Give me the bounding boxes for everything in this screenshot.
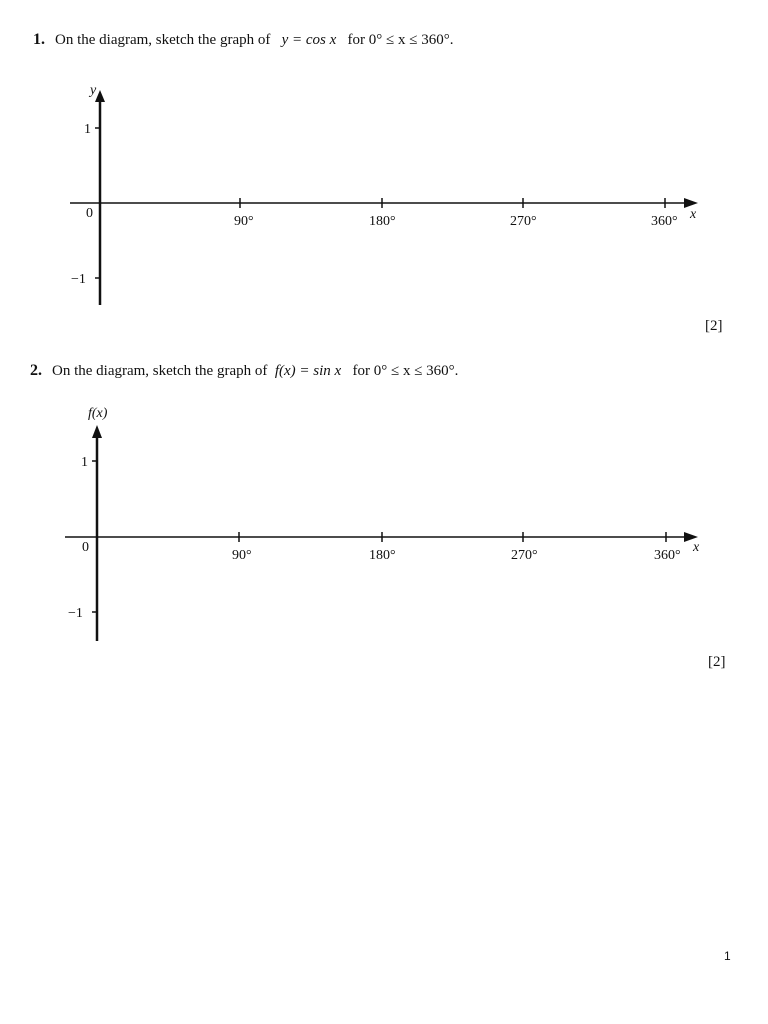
x-tick-label: 270° xyxy=(511,548,538,563)
x-tick-label: 270° xyxy=(510,214,537,229)
marks-label: [2] xyxy=(705,318,723,334)
page-number: 1 xyxy=(724,949,731,963)
y-tick-label: 1 xyxy=(84,122,91,137)
x-axis-label: x xyxy=(690,207,697,222)
marks-label: [2] xyxy=(708,654,726,670)
y-tick-label: −1 xyxy=(68,606,83,621)
y-tick-label: −1 xyxy=(71,272,86,287)
question-prompt: On the diagram, sketch the graph of xyxy=(55,32,271,48)
x-tick-label: 180° xyxy=(369,214,396,229)
question-1-text xyxy=(33,31,454,49)
y-axis-label: y xyxy=(90,83,97,98)
y-axis-arrow xyxy=(95,90,105,102)
domain-text: for 0° ≤ x ≤ 360°. xyxy=(347,32,454,48)
domain-text: for 0° ≤ x ≤ 360°. xyxy=(352,363,459,379)
function-expression: f(x) = sin x xyxy=(274,363,342,379)
graph-1-axes xyxy=(0,80,768,320)
x-tick-label: 180° xyxy=(369,548,396,563)
question-number: 2. xyxy=(30,362,42,379)
y-tick-label: 1 xyxy=(81,455,88,470)
question-2-text xyxy=(30,362,458,380)
question-number: 1. xyxy=(33,31,45,48)
x-tick-label: 360° xyxy=(654,548,681,563)
x-tick-label: 360° xyxy=(651,214,678,229)
origin-label: 0 xyxy=(86,206,93,221)
origin-label: 0 xyxy=(82,540,89,555)
question-prompt: On the diagram, sketch the graph of xyxy=(52,363,268,379)
y-axis-label: f(x) xyxy=(88,406,108,421)
x-axis-label: x xyxy=(693,540,700,555)
y-axis-arrow xyxy=(92,425,102,438)
x-tick-label: 90° xyxy=(234,214,254,229)
function-expression: y = cos x xyxy=(281,32,337,48)
graph-2-axes xyxy=(0,398,768,648)
x-tick-label: 90° xyxy=(232,548,252,563)
